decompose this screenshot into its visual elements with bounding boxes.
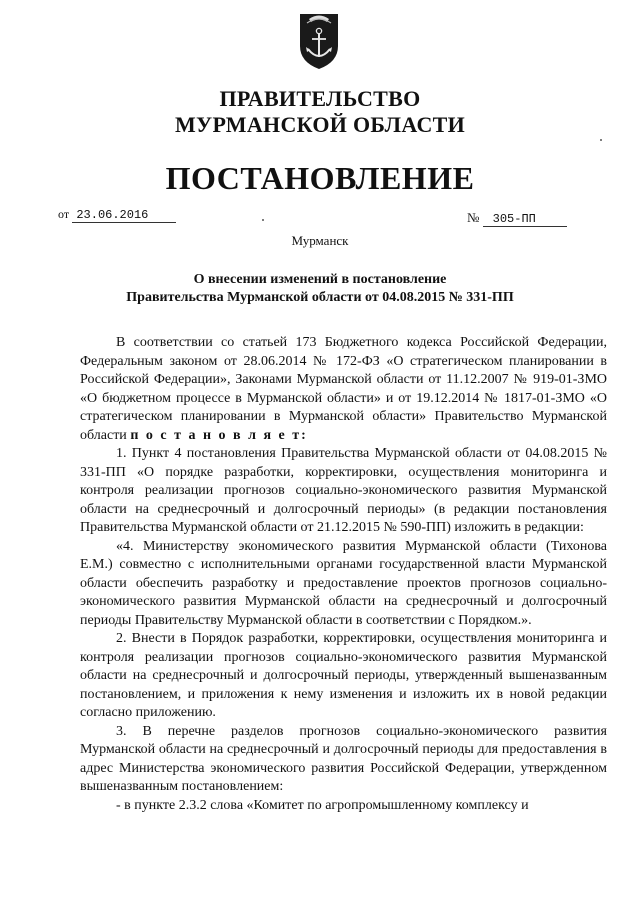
city-name: Мурманск [291,233,349,248]
coat-of-arms-icon [291,8,347,72]
subject-line1: О внесении изменений в постановление [193,272,447,287]
preamble-text: В соответствии со статьей 173 Бюджетного кодекса Российской Федерации, Федеральным законом от 28.06.2014 № 172-ФЗ «О стратегическом планировании в Российской Федерации», Законами Мурманской области от 11.12.2007 № 919-01-ЗМО «О бюджетном процессе в Мурманской области» и от 19.12.2014 № 1817-01-ЗМО «О стратегическом планировании в Мурманской области» Правительство Мурманской области [80,335,607,443]
paragraph-quote: «4. Министерству экономического развития Мурманской области (Тихонова Е.М.) совместно с исполнительными органами государственной власти Мурманской области обеспечить разработку и предоставление проектов прогнозов социально-экономического развития Мурманской области на среднесрочный и долгосрочный периоды Правительству Мурманской области в соответствии с Порядком.». [80,538,607,628]
paragraph-item-3: 3. В перечне разделов прогнозов социально-экономического развития Мурманской области на среднесрочный и долгосрочный периоды для предоставления в адрес Министерства экономического развития Российской Федерации, утвержденном вышеназванным постановлением: [80,723,607,794]
government-name-line2: МУРМАНСКОЙ ОБЛАСТИ [174,112,466,137]
document-date [58,206,176,223]
number-label: № [467,210,480,225]
paragraph-item-2: 2. Внести в Порядок разработки, корректировки, осуществления мониторинга и контроля реализации прогнозов социально-экономического развития Мурманской области на среднесрочный и долгосрочный периоды, утвержденный вышеназванным постановлением, и приложения к нему изменения и изложить их в новой редакции согласно приложению. [80,631,607,720]
document-subject [0,271,640,307]
scan-speck [262,219,264,221]
paragraph-preamble [80,334,607,445]
government-name [0,86,640,138]
scan-speck [600,139,602,141]
date-value: 23.06.2016 [72,208,176,223]
document-type-title: ПОСТАНОВЛЕНИЕ [165,160,475,196]
subject-line2: Правительства Мурманской области от 04.08.2015 № 331-ПП [126,290,514,305]
date-label: от [58,207,70,221]
paragraph-item-1: 1. Пункт 4 постановления Правительства Мурманской области от 04.08.2015 № 331-ПП «О порядке разработки, корректировки, осуществления мониторинга и контроля реализации прогнозов социально-экономического развития Мурманской области на среднесрочный и долгосрочный периоды» (в редакции постановления Правительства Мурманской области от 21.12.2015 № 590-ПП) изложить в редакции: [80,446,607,535]
resolves-keyword: п о с т а н о в л я е т: [130,427,308,443]
number-value: 305-ПП [483,212,567,227]
document-body [80,334,607,815]
government-name-line1: ПРАВИТЕЛЬСТВО [219,86,421,111]
paragraph-subitem: - в пункте 2.3.2 слова «Комитет по агропромышленному комплексу и [116,797,529,813]
document-number [467,210,567,227]
